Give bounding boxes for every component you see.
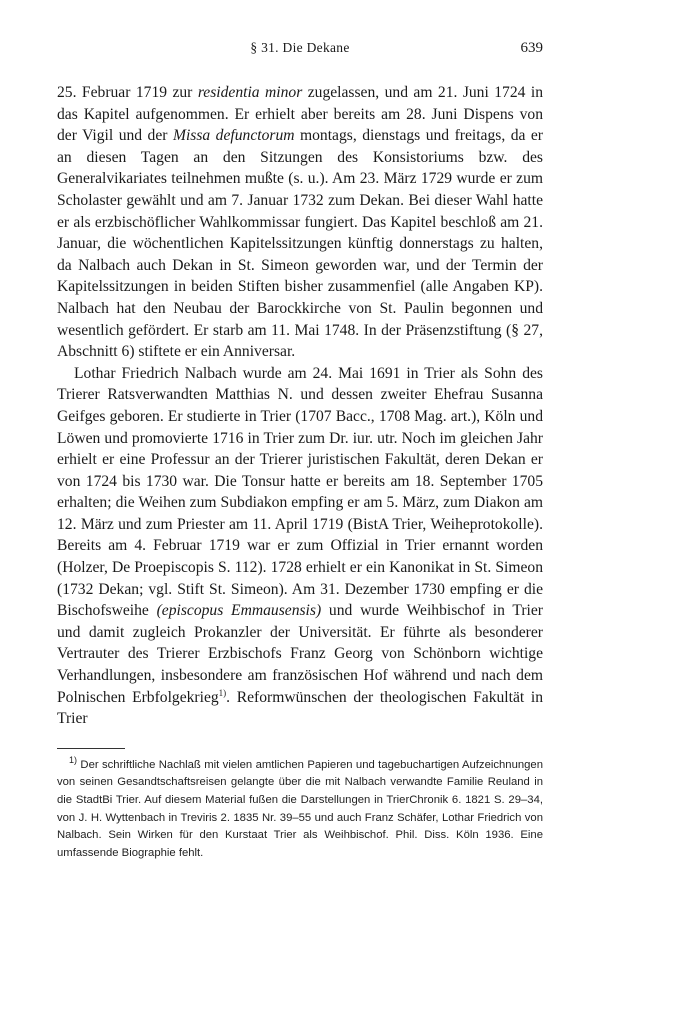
footnote-reference[interactable]: 1) (218, 687, 227, 698)
paragraph-continuation (57, 82, 543, 363)
running-head (57, 40, 543, 62)
text-run: 25. Februar 1719 zur (57, 84, 198, 101)
text-run: . Reformwünschen der theologischen Fakultät in Trier (57, 688, 543, 728)
footnotes (57, 757, 543, 863)
footnote-item (57, 757, 543, 863)
page-number: 639 (520, 40, 543, 56)
text-run: Lothar Friedrich Nalbach wurde am 24. Mai 1691 in Trier als Sohn des Trierer Ratsverwandten Matthias N. und dessen zweiter Ehefrau Susanna Geifges geboren. Er studierte in Trier (1707 Bacc., 1708 Mag. art.), Köln und Löwen und promovierte 1716 in Trier zum Dr. iur. utr. Noch im gleichen Jahr erhielt er eine Professur an der Trierer juristischen Fakultät, deren Dekan er von 1724 bis 1730 war. Die Tonsur hatte er bereits am 18. September 1705 erhalten; die Weihen zum Subdiakon empfing er am 5. März, zum Diakon am 12. März und zum Priester am 11. April 1719 (BistA Trier, Weiheprotokolle). Bereits am 4. Februar 1719 war er zum Offizial in Trier ernannt worden (Holzer, De Proepiscopis S. 112). 1728 erhielt er ein Kanonikat in St. Simeon (1732 Dekan; vgl. Stift St. Simeon). Am 31. Dezember 1730 empfing er die Bischofsweihe (57, 364, 543, 620)
running-title: § 31. Die Dekane (250, 40, 350, 55)
italic-term: Missa defunctorum (172, 127, 295, 145)
footnote-text: Der schriftliche Nachlaß mit vielen amtlichen Papieren und tagebuchartigen Aufzeichnungen von seinen Gesandtschaftsreisen gelangte über die mit Nalbach verwandte Familie Reuland in die StadtBi Trier. Auf diesem Material fußen die Darstellungen in TrierChronik 6. 1821 S. 29–34, von J. H. Wyttenbach in Treviris 2. 1835 Nr. 39–55 und auch Franz Schäfer, Lothar Friedrich von Nalbach. Sein Wirken für den Kurstaat Trier als Weihbischof. Phil. Diss. Köln 1936. Eine umfassende Biographie fehlt. (57, 758, 543, 859)
main-text (57, 82, 543, 730)
book-page (57, 40, 543, 862)
text-run: und wurde Weihbischof in Trier und damit zugleich Prokanzler der Universität. Er führte als besonderer Vertrauter des Trierer Erzbischofs Franz Georg von Schönborn wichtige Verhandlungen, insbesondere am französischen Hof während und nach dem Polnischen Erbfolgekrieg (57, 602, 543, 706)
footnote-marker: 1) (69, 755, 78, 766)
text-run: zugelassen, und am 21. Juni 1724 in das Kapitel aufgenommen. Er erhielt aber bereits am 28. Juni Dispens von der Vigil und der (57, 84, 543, 145)
text-run: montags, dienstags und freitags, da er an diesen Tagen an den Sitzungen des Konsistoriums bzw. des Generalvikariates teilnehmen mußte (s. u.). Am 23. März 1729 wurde er zum Scholaster gewählt und am 7. Januar 1732 zum Dekan. Bei dieser Wahl hatte er als erzbischöflicher Wahlkommissar fungiert. Das Kapitel beschloß am 21. Januar, die wöchentlichen Kapitelssitzungen künftig donnerstags zu halten, da Nalbach auch Dekan in St. Simeon geworden war, und der Termin der Kapitelssitzungen in beiden Stiften bisher zusammenfiel (alle Angaben KP). Nalbach hat den Neubau der Barockkirche von St. Paulin begonnen und wesentlich gefördert. Er starb am 11. Mai 1748. In der Präsenzstiftung (§ 27, Abschnitt 6) stiftete er ein Anniversar. (57, 127, 544, 361)
paragraph-biography (57, 363, 543, 730)
italic-term: residentia minor (197, 84, 303, 101)
italic-term: (episcopus Emmausensis) (156, 602, 322, 620)
footnote-divider (57, 748, 125, 749)
